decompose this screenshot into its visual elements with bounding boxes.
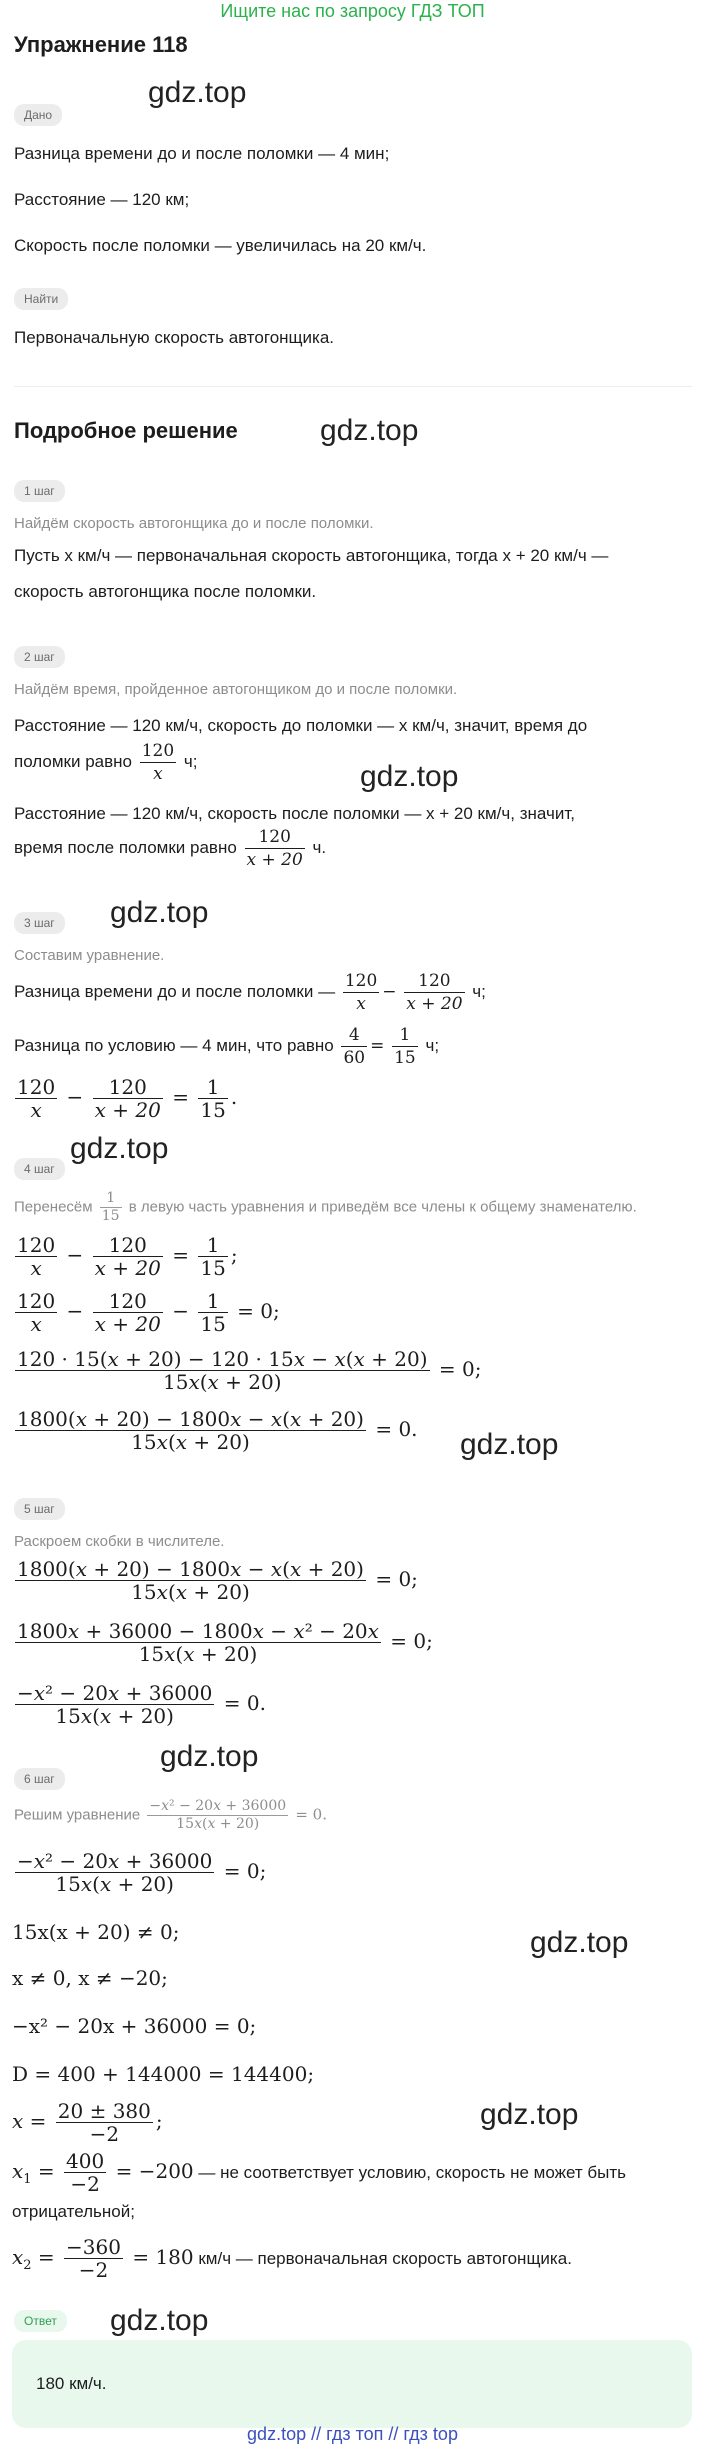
watermark: gdz.top (360, 760, 459, 793)
step-2-badge: 2 шаг (14, 646, 65, 668)
step-2-line-3: Расстояние — 120 км/ч, скорость после поломки — x + 20 км/ч, значит, (14, 804, 575, 823)
solution-title: Подробное решение (14, 418, 238, 443)
given-line-1: Разница времени до и после поломки — 4 мин; (14, 144, 390, 163)
step-3-equation: $\frac{120}{x}$ − $\frac{120}{x + 20}$ = $\frac{1}{15}$ . (17, 1075, 238, 1122)
step-3-caption: Составим уравнение. (14, 947, 165, 964)
given-badge: Дано (14, 104, 62, 126)
divider (14, 386, 692, 387)
step-6-badge: 6 шаг (14, 1768, 65, 1790)
watermark: gdz.top (148, 76, 247, 109)
watermark: gdz.top (110, 2304, 209, 2337)
step-2-line-4: время после поломки равно $\frac{120}{x + 20}$ ч. (14, 827, 327, 870)
step-5-caption: Раскроем скобки в числителе. (14, 1533, 225, 1550)
find-badge: Найти (14, 288, 68, 310)
step-6-line-7: $x_1$ = $\frac{400}{-2}$ = −200 — не соответствует условию, скорость не может быть (12, 2149, 626, 2196)
step-2-line-1: Расстояние — 120 км/ч, скорость до поломки — x км/ч, значит, время до (14, 716, 588, 735)
step-2-caption: Найдём время, пройденное автогонщиком до и после поломки. (14, 681, 458, 698)
step-6-equation-6: x = $\frac{20 \pm 380}{-2}$ ; (12, 2099, 163, 2146)
answer-box (12, 2340, 692, 2428)
step-4-caption: Перенесём $\frac{1}{15}$ в левую часть уравнения и приведём все члены к общему знаменателю. (14, 1190, 637, 1224)
step-6-line-3: x ≠ 0, x ≠ −20; (12, 1966, 168, 1990)
step-1-line-1: Пусть x км/ч — первоначальная скорость автогонщика, тогда x + 20 км/ч — (14, 546, 609, 565)
watermark: gdz.top (110, 896, 209, 929)
step-4-equation-4: $\frac{1800(x + 20) - 1800x - x(x + 20)}{15x(x + 20)}$ = 0. (17, 1407, 418, 1454)
answer-text: 180 км/ч. (36, 2374, 107, 2393)
page-title: Упражнение 118 (14, 32, 188, 57)
step-3-line-2: Разница по условию — 4 мин, что равно $\frac{4}{60}$ = $\frac{1}{15}$ ч; (14, 1025, 440, 1068)
step-4-equation-3: $\frac{120 \cdot 15(x + 20) - 120 \cdot 15x - x(x + 20)}{15x(x + 20)}$ = 0; (17, 1347, 482, 1394)
step-4-equation-1: $\frac{120}{x}$ − $\frac{120}{x + 20}$ = $\frac{1}{15}$ ; (17, 1233, 238, 1280)
find-line-1: Первоначальную скорость автогонщика. (14, 328, 335, 347)
given-line-3: Скорость после поломки — увеличилась на 20 км/ч. (14, 236, 427, 255)
step-5-equation-1: $\frac{1800(x + 20) - 1800x - x(x + 20)}{15x(x + 20)}$ = 0; (17, 1557, 418, 1604)
step-6-caption: Решим уравнение $\frac{\text{−x² − 20x + 36000}}{15x(x + 20)}$ = 0. (14, 1798, 327, 1832)
step-6-line-8: $x_2$ = $\frac{-360}{-2}$ = 180 км/ч — первоначальная скорость автогонщика. (12, 2235, 572, 2282)
step-1-caption: Найдём скорость автогонщика до и после поломки. (14, 515, 374, 532)
step-6-line-2: 15x(x + 20) ≠ 0; (12, 1920, 180, 1944)
watermark: gdz.top (70, 1132, 169, 1165)
step-6-line-4: −x² − 20x + 36000 = 0; (12, 2014, 257, 2038)
step-6-line-7c: отрицательной; (12, 2202, 135, 2221)
step-4-badge: 4 шаг (14, 1158, 65, 1180)
step-5-equation-3: $\frac{\text{−x² − 20x + 36000}}{15x(x + 20)}$ = 0. (17, 1681, 266, 1728)
watermark: gdz.top (460, 1428, 559, 1461)
step-4-equation-2: $\frac{120}{x}$ − $\frac{120}{x + 20}$ − $\frac{1}{15}$ = 0; (17, 1289, 280, 1336)
watermark: gdz.top (480, 2098, 579, 2131)
search-banner[interactable]: Ищите нас по запросу ГДЗ ТОП (220, 1, 485, 21)
footer-links[interactable]: gdz.top // гдз топ // гдз top (247, 2424, 458, 2444)
step-5-badge: 5 шаг (14, 1498, 65, 1520)
step-6-equation-1: $\frac{\text{−x² − 20x + 36000}}{15x(x + 20)}$ = 0; (17, 1849, 267, 1896)
step-3-badge: 3 шаг (14, 912, 65, 934)
step-2-line-2: поломки равно $\frac{120}{x}$ ч; (14, 741, 198, 784)
step-5-equation-2: $\frac{\text{1800x + 36000 − 1800x − x² − 20x}}{15x(x + 20)}$ = 0; (17, 1619, 433, 1666)
step-6-line-5: D = 400 + 144000 = 144400; (12, 2062, 315, 2086)
answer-badge: Ответ (14, 2310, 67, 2332)
watermark: gdz.top (320, 414, 419, 447)
watermark: gdz.top (160, 1740, 259, 1773)
step-3-line-1: Разница времени до и после поломки — $\frac{120}{x}$ − $\frac{120}{x + 20}$ ч; (14, 971, 486, 1014)
given-line-2: Расстояние — 120 км; (14, 190, 190, 209)
step-1-badge: 1 шаг (14, 480, 65, 502)
watermark: gdz.top (530, 1926, 629, 1959)
step-1-line-2: скорость автогонщика после поломки. (14, 582, 317, 601)
